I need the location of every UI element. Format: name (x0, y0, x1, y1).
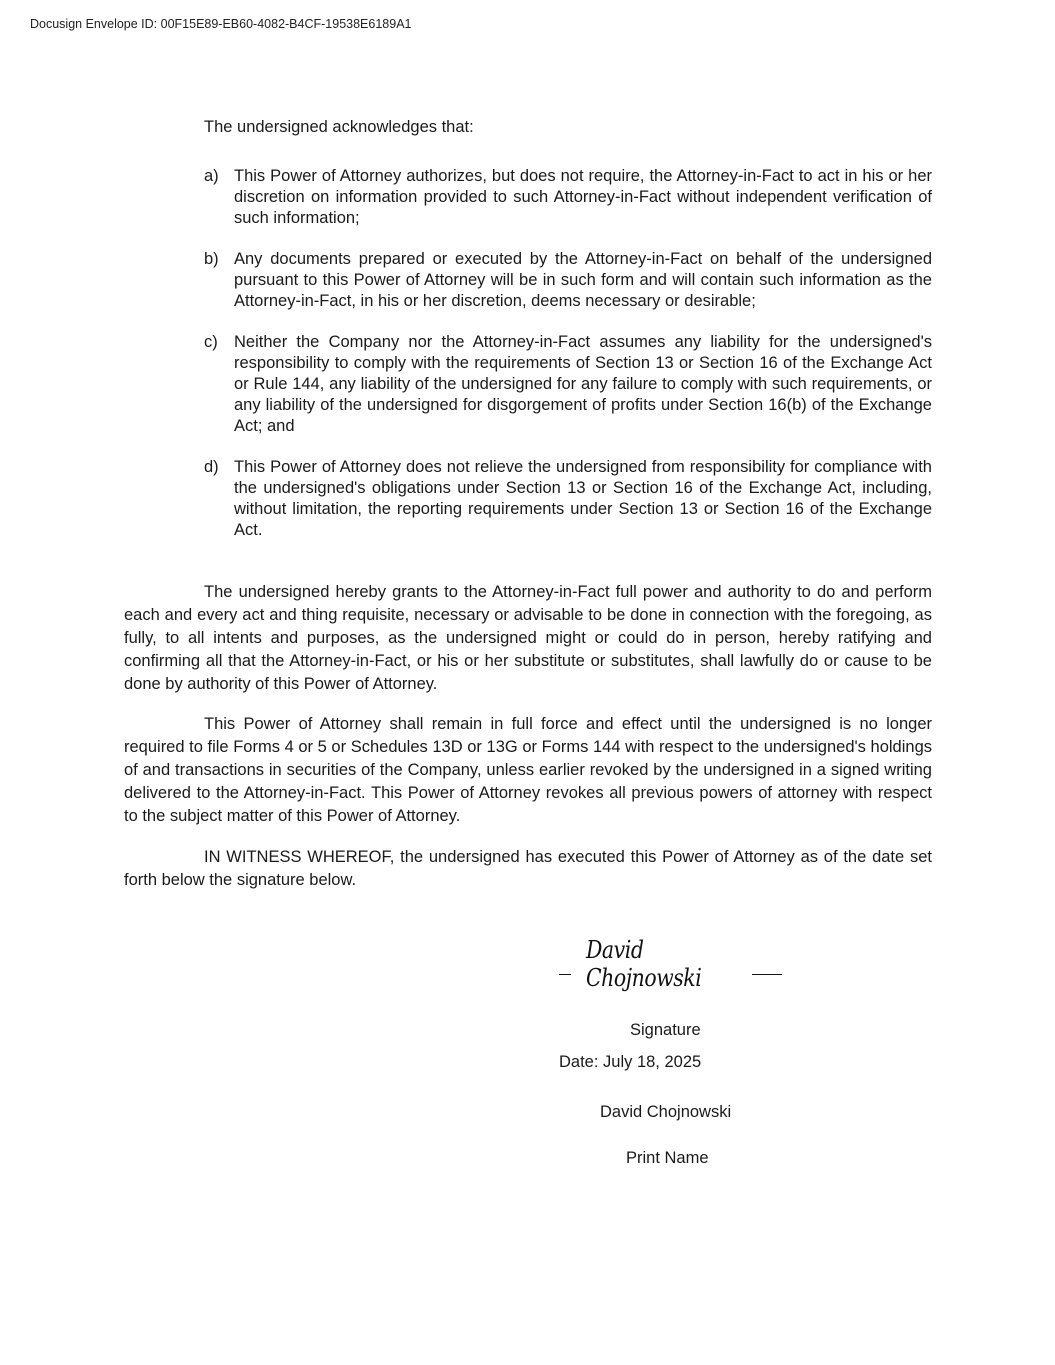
list-item-text: This Power of Attorney authorizes, but does not require, the Attorney-in-Fact to act in his or her discretion on information provided to such Attorney-in-Fact without independent verification of such information; (234, 167, 932, 227)
acknowledgement-list (204, 166, 932, 561)
signature-line-left (559, 974, 571, 975)
signature-label: Signature (630, 1021, 701, 1039)
list-marker: c) (204, 333, 218, 352)
witness-paragraph: IN WITNESS WHEREOF, the undersigned has executed this Power of Attorney as of the date set forth below the signature below. (124, 848, 932, 889)
list-marker: a) (204, 167, 219, 185)
signature-image: David Chojnowski (586, 936, 702, 992)
list-item (204, 457, 932, 540)
signature-date: Date: July 18, 2025 (559, 1053, 702, 1071)
list-marker: d) (204, 458, 219, 477)
print-name-value: David Chojnowski (600, 1103, 732, 1121)
list-item (204, 332, 932, 436)
intro-text: The undersigned acknowledges that: (204, 118, 474, 136)
print-name-label: Print Name (626, 1149, 709, 1167)
duration-paragraph: This Power of Attorney shall remain in full force and effect until the undersigned is no longer required to file Forms 4 or 5 or Schedules 13D or 13G or Forms 144 with respect to the undersigned's holdings of and transactions in securities of the Company, unless earlier revoked by the undersigned in a signed writing delivered to the Attorney-in-Fact. This Power of Attorney revokes all previous powers of attorney with respect to the subject matter of this Power of Attorney. (124, 715, 932, 825)
signature-line-right (752, 974, 782, 975)
list-item-text: Any documents prepared or executed by the Attorney-in-Fact on behalf of the undersigned pursuant to this Power of Attorney will be in such form and will contain such information as the Attorney-in-Fact, in his or her discretion, deems necessary or desirable; (234, 250, 932, 310)
list-item (204, 166, 932, 228)
list-item-text: This Power of Attorney does not relieve the undersigned from responsibility for compliance with the undersigned's obligations under Section 13 or Section 16 of the Exchange Act, including, without limitation, the reporting requirements under Section 13 or Section 16 of the Exchange Act. (234, 458, 932, 539)
list-item (204, 249, 932, 311)
list-marker: b) (204, 250, 219, 269)
list-item-text: Neither the Company nor the Attorney-in-Fact assumes any liability for the undersigned's responsibility to comply with the requirements of Section 13 or Section 16 of the Exchange Act or Rule 144, any liability of the undersigned for any failure to comply with such requirements, or any liability of the undersigned for disgorgement of profits under Section 16(b) of the Exchange Act; and (234, 333, 932, 435)
grant-paragraph: The undersigned hereby grants to the Attorney-in-Fact full power and authority to do and perform each and every act and thing requisite, necessary or advisable to be done in connection with the foregoing, as fully, to all intents and purposes, as the undersigned might or could do in person, hereby ratifying and confirming all that the Attorney-in-Fact, or his or her substitute or substitutes, shall lawfully do or cause to be done by authority of this Power of Attorney. (124, 583, 932, 693)
envelope-id: Docusign Envelope ID: 00F15E89-EB60-4082-B4CF-19538E6189A1 (30, 17, 412, 31)
